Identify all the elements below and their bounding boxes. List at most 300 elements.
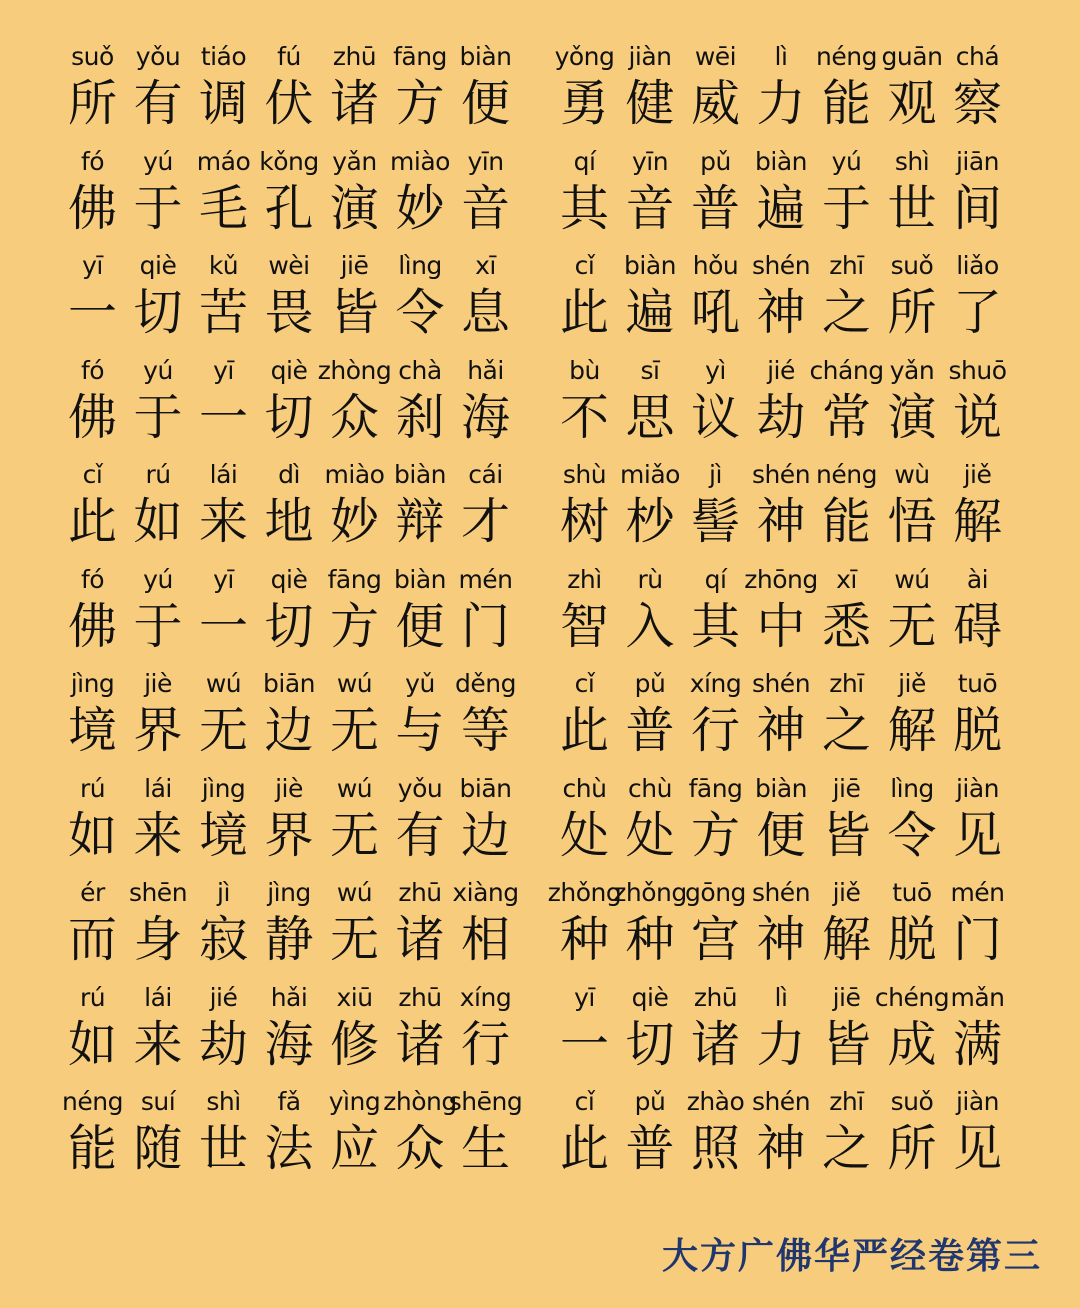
hanzi: 遍 — [625, 284, 675, 341]
hanzi: 诸 — [395, 1015, 445, 1073]
hanzi: 海 — [460, 388, 510, 446]
pinyin: jì — [709, 460, 722, 489]
verse-row — [60, 772, 1020, 876]
hanzi: 所 — [67, 75, 117, 132]
syllable-cell — [453, 354, 518, 458]
verse-line-right — [552, 981, 1010, 1085]
hanzi: 伏 — [264, 75, 314, 132]
hanzi: 息 — [460, 284, 510, 341]
syllable-cell — [945, 145, 1010, 249]
hanzi: 神 — [756, 911, 806, 968]
hanzi: 生 — [460, 1120, 510, 1177]
hanzi: 佛 — [67, 388, 117, 446]
verse-line-left — [60, 667, 518, 771]
pinyin: jiān — [955, 146, 1000, 176]
hanzi: 杪 — [625, 493, 675, 550]
hanzi: 与 — [395, 702, 445, 759]
hanzi: 而 — [67, 911, 117, 968]
pinyin: chéng — [874, 982, 950, 1012]
hanzi: 切 — [264, 597, 314, 655]
pinyin: jiàn — [955, 773, 1000, 803]
pinyin: zhū — [398, 878, 442, 907]
pinyin: kǔ — [208, 251, 239, 280]
pinyin: néng — [816, 460, 877, 489]
pinyin: wēi — [694, 42, 737, 71]
hanzi: 切 — [625, 1015, 675, 1073]
pinyin: yǒu — [135, 42, 181, 71]
pinyin: chà — [398, 355, 442, 385]
pinyin: shì — [206, 1087, 241, 1116]
verse-line-right — [552, 563, 1010, 667]
hanzi: 说 — [952, 388, 1002, 446]
hanzi: 寂 — [198, 911, 248, 968]
pinyin: néng — [816, 42, 877, 71]
pinyin: zhǒng — [547, 878, 622, 907]
hanzi: 种 — [559, 911, 609, 968]
pinyin: biàn — [394, 564, 446, 594]
pinyin: máo — [196, 146, 251, 176]
pinyin: jì — [217, 878, 230, 907]
pinyin: cǐ — [574, 1087, 595, 1116]
hanzi: 此 — [559, 284, 609, 341]
syllable-cell — [945, 1085, 1010, 1189]
pinyin: liǎo — [956, 251, 999, 280]
pinyin: zhī — [829, 251, 864, 280]
hanzi: 所 — [887, 1120, 937, 1177]
hanzi: 见 — [952, 1120, 1002, 1177]
hanzi: 静 — [264, 911, 314, 968]
pinyin: yú — [831, 146, 862, 176]
hanzi: 遍 — [756, 179, 806, 237]
hanzi: 普 — [625, 1120, 675, 1177]
pinyin: yǒu — [397, 773, 443, 803]
hanzi: 便 — [460, 75, 510, 132]
hanzi: 诸 — [329, 75, 379, 132]
hanzi: 神 — [756, 493, 806, 550]
hanzi: 见 — [952, 806, 1002, 864]
verse-line-left — [60, 1085, 523, 1189]
verse-line-left — [60, 981, 518, 1085]
hanzi: 树 — [559, 493, 609, 550]
hanzi: 之 — [821, 1120, 871, 1177]
pinyin: shēng — [448, 1087, 523, 1116]
hanzi: 便 — [756, 806, 806, 864]
pinyin: lì — [774, 42, 788, 71]
syllable-cell — [945, 354, 1010, 458]
hanzi: 力 — [756, 75, 806, 132]
pinyin: fāng — [393, 42, 447, 71]
syllable-cell — [448, 1085, 523, 1189]
syllable-cell — [453, 563, 518, 667]
pinyin: zhòng — [317, 355, 392, 385]
syllable-cell — [945, 876, 1010, 980]
pinyin: miào — [390, 146, 450, 176]
hanzi: 勇 — [559, 75, 609, 132]
pinyin: qiè — [270, 355, 308, 385]
pinyin: biàn — [394, 460, 446, 489]
hanzi: 众 — [329, 388, 379, 446]
hanzi: 脱 — [952, 702, 1002, 759]
hanzi: 能 — [67, 1120, 117, 1177]
hanzi: 威 — [690, 75, 740, 132]
hanzi: 不 — [559, 388, 609, 446]
pinyin: hǎi — [270, 982, 308, 1012]
hanzi: 间 — [952, 179, 1002, 237]
pinyin: jiē — [832, 773, 861, 803]
hanzi: 悉 — [821, 597, 871, 655]
syllable-cell — [945, 249, 1010, 353]
hanzi: 世 — [198, 1120, 248, 1177]
pinyin: jìng — [201, 773, 246, 803]
pinyin: miào — [324, 460, 385, 489]
pinyin: ài — [966, 564, 989, 594]
hanzi: 无 — [887, 597, 937, 655]
hanzi: 察 — [952, 75, 1002, 132]
hanzi: 一 — [67, 284, 117, 341]
hanzi: 如 — [67, 806, 117, 864]
pinyin: fāng — [688, 773, 743, 803]
verse-line-left — [60, 458, 518, 562]
hanzi: 便 — [395, 597, 445, 655]
pinyin: shì — [894, 146, 930, 176]
hanzi: 无 — [329, 702, 379, 759]
pinyin: rù — [637, 564, 663, 594]
pinyin: wú — [894, 564, 930, 594]
syllable-cell — [945, 667, 1010, 771]
hanzi: 普 — [690, 179, 740, 237]
pinyin: qí — [704, 564, 727, 594]
pinyin: dì — [278, 460, 300, 489]
hanzi: 劫 — [756, 388, 806, 446]
pinyin: chù — [628, 773, 672, 803]
hanzi: 来 — [133, 1015, 183, 1073]
syllable-cell — [453, 981, 518, 1085]
pinyin: wú — [205, 669, 242, 698]
hanzi: 解 — [821, 911, 871, 968]
pinyin: tuō — [957, 669, 998, 698]
pinyin: qí — [573, 146, 596, 176]
pinyin: wú — [336, 878, 373, 907]
syllable-cell — [453, 772, 518, 876]
pinyin: xiū — [336, 982, 373, 1012]
verse-row — [60, 145, 1020, 249]
hanzi: 照 — [690, 1120, 740, 1177]
pinyin: ér — [80, 878, 105, 907]
syllable-cell — [945, 40, 1010, 144]
pinyin: zhǒng — [613, 878, 687, 907]
hanzi: 吼 — [690, 284, 740, 341]
pinyin: biàn — [459, 42, 512, 71]
verse-row — [60, 458, 1020, 562]
pinyin: fó — [80, 564, 105, 594]
verse-line-left — [60, 40, 518, 144]
pinyin: fó — [80, 355, 105, 385]
hanzi: 皆 — [329, 284, 379, 341]
syllable-cell — [945, 772, 1010, 876]
hanzi: 无 — [329, 911, 379, 968]
hanzi: 之 — [821, 284, 871, 341]
hanzi: 脱 — [887, 911, 937, 968]
hanzi: 力 — [756, 1015, 806, 1073]
pinyin: tuō — [892, 878, 932, 907]
hanzi: 诸 — [690, 1015, 740, 1073]
syllable-cell — [453, 458, 518, 562]
hanzi: 一 — [559, 1015, 609, 1073]
hanzi: 畏 — [264, 284, 314, 341]
pinyin: xiàng — [452, 878, 519, 907]
pinyin: yú — [143, 564, 173, 594]
pinyin: suǒ — [890, 1087, 934, 1116]
verse-line-left — [60, 563, 518, 667]
pinyin: zhū — [398, 982, 442, 1012]
hanzi: 海 — [264, 1015, 314, 1073]
pinyin: xíng — [689, 669, 742, 698]
pinyin: shén — [751, 669, 811, 698]
pinyin: shén — [751, 460, 811, 489]
hanzi: 一 — [198, 388, 248, 446]
hanzi: 神 — [756, 1120, 806, 1177]
verse-line-left — [60, 876, 518, 980]
hanzi: 方 — [329, 597, 379, 655]
hanzi: 调 — [198, 75, 248, 132]
hanzi: 门 — [952, 911, 1002, 968]
pinyin: qiè — [139, 251, 177, 280]
verse-row — [60, 40, 1020, 144]
pinyin: xíng — [459, 982, 512, 1012]
hanzi: 常 — [821, 388, 871, 446]
pinyin: jiàn — [955, 1087, 1000, 1116]
pinyin: qiè — [270, 564, 308, 594]
pinyin: yǔ — [405, 669, 435, 698]
verse-line-right — [552, 40, 1010, 144]
pinyin: mén — [458, 564, 513, 594]
verse-row — [60, 981, 1020, 1085]
hanzi: 切 — [264, 388, 314, 446]
pinyin: biàn — [624, 251, 676, 280]
hanzi: 辩 — [395, 493, 445, 550]
syllable-cell — [945, 563, 1010, 667]
pinyin: biān — [459, 773, 512, 803]
pinyin: qiè — [631, 982, 669, 1012]
pinyin: jié — [767, 355, 795, 385]
hanzi: 法 — [264, 1120, 314, 1177]
verse-line-right — [552, 772, 1010, 876]
pinyin: yī — [213, 355, 234, 385]
pinyin: jiě — [963, 460, 992, 489]
pinyin: yī — [213, 564, 234, 594]
hanzi: 观 — [887, 75, 937, 132]
hanzi: 界 — [133, 702, 183, 759]
hanzi: 健 — [625, 75, 675, 132]
verse-line-right — [547, 876, 1010, 980]
hanzi: 入 — [625, 597, 675, 655]
pinyin: děng — [455, 669, 516, 698]
pinyin: yǒng — [554, 42, 615, 71]
pinyin: zhī — [829, 1087, 864, 1116]
hanzi: 神 — [756, 284, 806, 341]
hanzi: 界 — [264, 806, 314, 864]
verse-line-right — [552, 458, 1010, 562]
pinyin: wèi — [268, 251, 310, 280]
pinyin: rú — [79, 773, 106, 803]
verse-row — [60, 876, 1020, 980]
hanzi: 于 — [133, 388, 183, 446]
hanzi: 成 — [887, 1015, 937, 1073]
verse-row — [60, 354, 1020, 458]
pinyin: xī — [475, 251, 496, 280]
hanzi: 世 — [887, 179, 937, 237]
pinyin: yī — [82, 251, 103, 280]
hanzi: 于 — [133, 179, 183, 237]
hanzi: 普 — [625, 702, 675, 759]
pinyin: zhào — [686, 1087, 745, 1116]
pinyin: lìng — [398, 251, 442, 280]
pinyin: wú — [336, 669, 373, 698]
verse-row — [60, 667, 1020, 771]
hanzi: 于 — [821, 179, 871, 237]
pinyin: hǒu — [692, 251, 739, 280]
hanzi: 之 — [821, 702, 871, 759]
pinyin: jìng — [70, 669, 115, 698]
hanzi: 诸 — [395, 911, 445, 968]
hanzi: 妙 — [395, 179, 445, 237]
hanzi: 解 — [887, 702, 937, 759]
hanzi: 边 — [264, 702, 314, 759]
pinyin: suǒ — [71, 42, 114, 71]
pinyin: cái — [468, 460, 503, 489]
hanzi: 佛 — [67, 179, 117, 237]
pinyin: jiē — [832, 982, 861, 1012]
pinyin: yīn — [467, 146, 504, 176]
pinyin: jiē — [340, 251, 369, 280]
pinyin: yǎn — [889, 355, 935, 385]
verse-line-left — [60, 145, 518, 249]
hanzi: 中 — [756, 597, 806, 655]
hanzi: 如 — [67, 1015, 117, 1073]
pinyin: pǔ — [634, 1087, 666, 1116]
pinyin: zhòng — [383, 1087, 457, 1116]
pinyin: fāng — [327, 564, 382, 594]
pinyin: lìng — [890, 773, 934, 803]
pinyin: jiè — [275, 773, 303, 803]
verse-line-right — [552, 249, 1010, 353]
pinyin: zhū — [693, 982, 738, 1012]
hanzi: 方 — [690, 806, 740, 864]
pinyin: tiáo — [200, 42, 247, 71]
pinyin: jiàn — [628, 42, 672, 71]
hanzi: 演 — [329, 179, 379, 237]
pinyin: shuō — [948, 355, 1007, 385]
pinyin: chá — [955, 42, 1000, 71]
syllable-cell — [453, 249, 518, 353]
pinyin: mén — [950, 878, 1005, 907]
pinyin: pǔ — [700, 146, 731, 176]
pinyin: fú — [277, 42, 301, 71]
hanzi: 劫 — [198, 1015, 248, 1073]
pinyin: cǐ — [82, 460, 103, 489]
hanzi: 能 — [821, 493, 871, 550]
syllable-cell — [453, 40, 518, 144]
hanzi: 其 — [559, 179, 609, 237]
pinyin: shēn — [128, 878, 188, 907]
hanzi: 才 — [460, 493, 510, 550]
hanzi: 令 — [395, 284, 445, 341]
pinyin: jiě — [898, 669, 926, 698]
pinyin: jìng — [267, 878, 311, 907]
hanzi: 佛 — [67, 597, 117, 655]
verse-line-left — [60, 249, 518, 353]
syllable-cell — [945, 981, 1010, 1085]
pinyin: kǒng — [259, 146, 319, 176]
pinyin: yī — [574, 982, 595, 1012]
pinyin: shù — [562, 460, 607, 489]
pinyin: zhōng — [744, 564, 818, 594]
pinyin: bù — [569, 355, 600, 385]
hanzi: 随 — [133, 1120, 183, 1177]
syllable-cell — [453, 145, 518, 249]
hanzi: 演 — [887, 388, 937, 446]
syllable-cell — [453, 667, 518, 771]
hanzi: 思 — [625, 388, 675, 446]
pinyin: rú — [145, 460, 171, 489]
hanzi: 了 — [952, 284, 1002, 341]
hanzi: 于 — [133, 597, 183, 655]
hanzi: 处 — [559, 806, 609, 864]
pinyin: jiě — [832, 878, 861, 907]
hanzi: 身 — [133, 911, 183, 968]
verse-line-right — [552, 354, 1010, 458]
hanzi: 来 — [198, 493, 248, 550]
hanzi: 智 — [559, 597, 609, 655]
pinyin: fǎ — [277, 1087, 301, 1116]
pinyin: cháng — [809, 355, 884, 385]
hanzi: 碍 — [952, 597, 1002, 655]
pinyin: biān — [263, 669, 315, 698]
hanzi: 无 — [198, 702, 248, 759]
hanzi: 所 — [887, 284, 937, 341]
pinyin: shén — [751, 878, 811, 907]
pinyin: biàn — [755, 773, 807, 803]
pinyin: rú — [79, 982, 106, 1012]
hanzi: 此 — [67, 493, 117, 550]
verse-line-right — [552, 145, 1010, 249]
pinyin: shén — [751, 251, 811, 280]
hanzi: 悟 — [887, 493, 937, 550]
syllable-cell — [453, 876, 518, 980]
hanzi: 来 — [133, 806, 183, 864]
pinyin: néng — [62, 1087, 123, 1116]
hanzi: 边 — [460, 806, 510, 864]
hanzi: 苦 — [198, 284, 248, 341]
verse-row — [60, 1085, 1020, 1189]
hanzi: 有 — [133, 75, 183, 132]
hanzi: 行 — [690, 702, 740, 759]
hanzi: 其 — [690, 597, 740, 655]
pinyin: suí — [140, 1087, 176, 1116]
pinyin: lái — [209, 460, 238, 489]
hanzi: 皆 — [821, 1015, 871, 1073]
hanzi: 门 — [460, 597, 510, 655]
pinyin: zhī — [829, 669, 864, 698]
pinyin: miǎo — [620, 460, 680, 489]
hanzi: 一 — [198, 597, 248, 655]
hanzi: 音 — [625, 179, 675, 237]
pinyin: yú — [143, 146, 173, 176]
pinyin: yīn — [631, 146, 669, 176]
hanzi: 音 — [460, 179, 510, 237]
pinyin: yìng — [328, 1087, 381, 1116]
verse-row — [60, 563, 1020, 667]
